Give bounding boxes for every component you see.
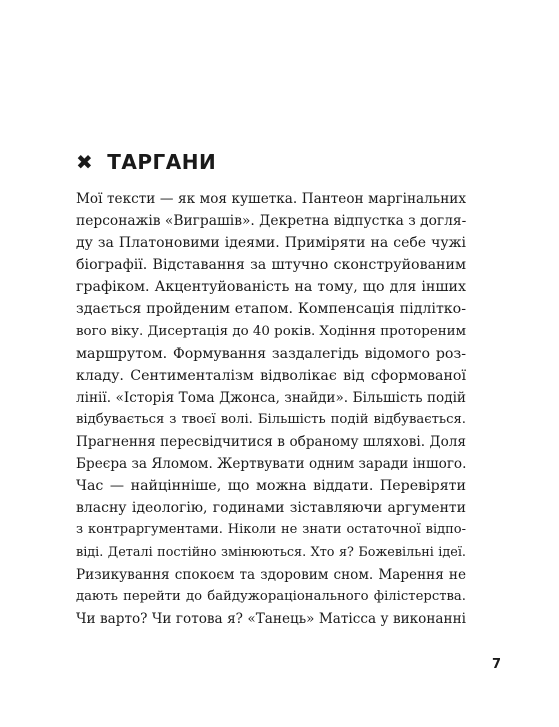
body-text — [76, 188, 466, 630]
text-line: з контраргументами. Ніколи не знати остаточної відпо- — [76, 522, 466, 538]
text-line: маршрутом. Формування заздалегідь відомого роз- — [76, 345, 466, 362]
heavy-multiplication-x-icon: ✖ — [76, 150, 94, 174]
chapter-heading — [76, 150, 216, 174]
text-line: відбувається з твоєї волі. Більшість подій відбувається. — [76, 411, 466, 427]
text-line: Мої тексти — як моя кушетка. Пантеон маргінальних — [76, 191, 466, 207]
text-line: вого віку. Дисертація до 40 років. Ходіння протореним — [76, 323, 466, 339]
text-line: персонажів «Виграшів». Декретна відпустка з догля- — [76, 213, 467, 230]
text-line: Ризикування спокоєм та здоровим сном. Марення не — [76, 566, 466, 583]
text-line: лінії. «Історія Тома Джонса, знайди». Більшість подій — [76, 389, 466, 406]
text-line: Час — найцінніше, що можна віддати. Перевіряти — [76, 478, 466, 495]
text-line: Бреєра за Яломом. Жертвувати одним заради іншого. — [76, 456, 467, 473]
text-line: власну ідеологію, годинами зіставляючи аргументи — [76, 500, 466, 517]
text-line: біографії. Відставання за штучно сконструйованим — [76, 257, 466, 274]
text-line: графіком. Акцентуйованість на тому, що для інших — [76, 279, 466, 296]
text-line: Чи варто? Чи готова я? «Танець» Матісса у виконанні — [76, 610, 466, 627]
page-number: 7 — [491, 657, 501, 672]
text-line: ду за Платоновими ідеями. Приміряти на себе чужі — [76, 235, 466, 252]
text-line: дають перейти до байдужораціонального філістерства. — [76, 588, 466, 604]
text-line: віді. Деталі постійно змінюються. Хто я? Божевільні ідеї. — [76, 544, 466, 560]
text-line: здається пройденим етапом. Компенсація підлітко- — [76, 301, 466, 318]
chapter-title: ТАРГАНИ — [107, 150, 217, 174]
text-line: кладу. Сентименталізм відволікає від сформованої — [76, 367, 466, 384]
text-line: Прагнення пересвідчитися в обраному шляхові. Доля — [76, 434, 466, 451]
